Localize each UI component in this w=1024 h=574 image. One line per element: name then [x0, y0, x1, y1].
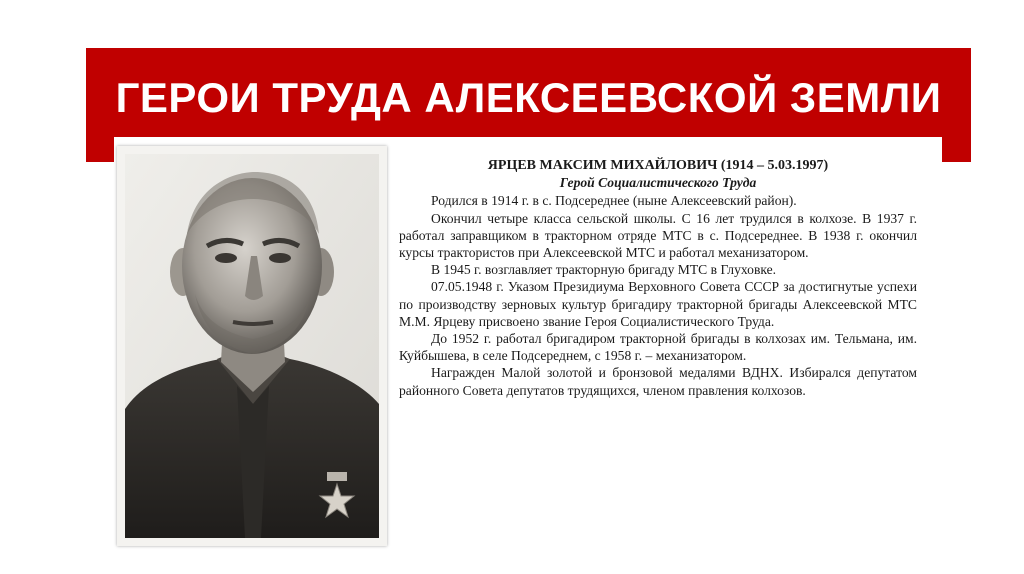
bio-paragraph: Родился в 1914 г. в с. Подсереднее (ныне Алексеевский район).: [431, 193, 797, 209]
bio-paragraph: 07.05.1948 г. Указом Президиума Верховного Совета СССР за достигнутые успехи по производству зерновых культур бригадиру тракторной бригады Алексеевской МТС М.М. Ярцеву присвоено звание Героя Социалистического Труда.: [399, 279, 917, 329]
bio-paragraph: В 1945 г. возглавляет тракторную бригаду МТС в Глуховке.: [431, 262, 777, 278]
bio-paragraph: До 1952 г. работал бригадиром тракторной бригады в колхозах им. Тельмана, им. Куйбышева, в селе Подсереднем, с 1958 г. – механизатором.: [399, 331, 917, 364]
bio-paragraph: Окончил четыре класса сельской школы. С 16 лет трудился в колхозе. В 1937 г. работал заправщиком в тракторном отряде МТС в с. Подсереднее. В 1938 г. окончил курсы трактористов при Алексеевской МТС и работал механизатором.: [399, 210, 917, 261]
portrait-photo: [125, 154, 379, 538]
bio-paragraph: Награжден Малой золотой и бронзовой медалями ВДНХ. Избирался депутатом районного Совета депутатов трудящихся, членом правления колхозов.: [399, 365, 917, 398]
portrait-frame: [117, 146, 387, 546]
slide-title: ГЕРОИ ТРУДА АЛЕКСЕЕВСКОЙ ЗЕМЛИ: [115, 74, 942, 121]
bio-name-heading: ЯРЦЕВ МАКСИМ МИХАЙЛОВИЧ (1914 – 5.03.1997): [487, 158, 829, 173]
biography: [399, 157, 917, 399]
bio-title-heading: Герой Социалистического Труда: [559, 175, 757, 191]
